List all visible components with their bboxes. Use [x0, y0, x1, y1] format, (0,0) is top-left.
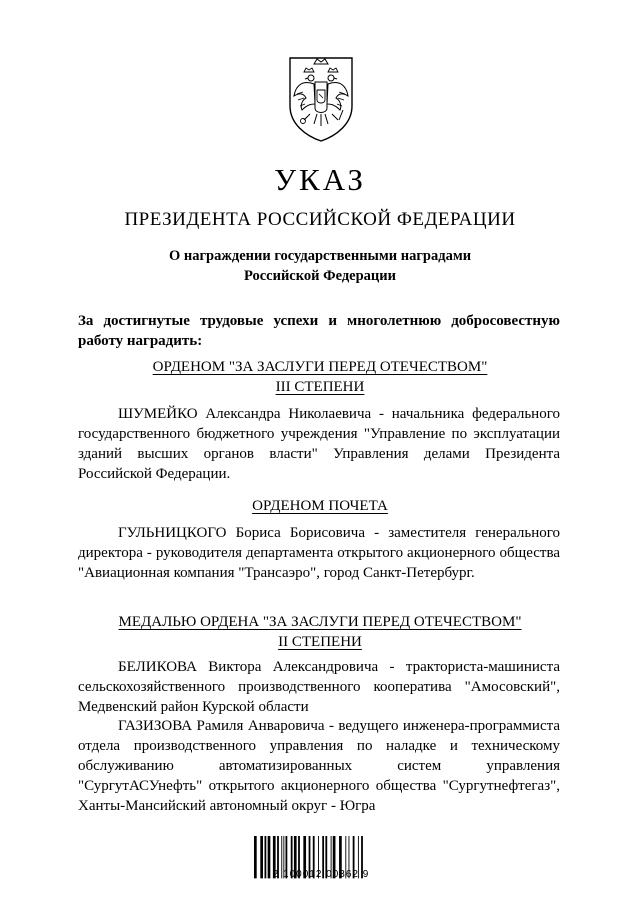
intro-paragraph: За достигнутые трудовые успехи и многолетнюю добросовестную работу наградить: — [78, 313, 560, 349]
award-heading-3 — [0, 612, 640, 652]
decree-title: УКАЗ — [274, 162, 366, 197]
decree-issuer: ПРЕЗИДЕНТА РОССИЙСКОЙ ФЕДЕРАЦИИ — [124, 209, 516, 230]
recipient-paragraph: ГУЛЬНИЦКОГО Бориса Борисовича - заместителя генерального директора - руководителя департамента открытого акционерного общества "Авиационная компания "Трансаэро", город Санкт-Петербург. — [78, 525, 560, 581]
barcode-number: 2 100012 00362 9 — [272, 869, 370, 880]
coat-of-arms-icon — [284, 52, 358, 144]
award-heading-2-line-1: ОРДЕНОМ ПОЧЕТА — [252, 498, 388, 514]
award-heading-1-line-2: III СТЕПЕНИ — [275, 379, 365, 395]
recipient-paragraph: ШУМЕЙКО Александра Николаевича - начальника федерального государственного бюджетного учреждения "Управление по эксплуатации зданий высших органов власти" Управления делами Президента Российской Федерации. — [78, 406, 560, 482]
award-heading-1-line-1: ОРДЕНОМ "ЗА ЗАСЛУГИ ПЕРЕД ОТЕЧЕСТВОМ" — [152, 359, 488, 375]
award-heading-2 — [0, 496, 640, 516]
decree-subject — [0, 246, 640, 286]
award-heading-3-line-1: МЕДАЛЬЮ ОРДЕНА "ЗА ЗАСЛУГИ ПЕРЕД ОТЕЧЕСТВОМ" — [118, 614, 522, 630]
award-heading-1 — [0, 357, 640, 397]
recipient-paragraph: ГАЗИЗОВА Рамиля Анваровича - ведущего инженера-программиста отдела производственного управления по наладке и техническому обслуживанию автоматизированных систем управления "СургутАСУнефть" открытого акционерного общества "Сургутнефтегаз", Ханты-Мансийский автономный округ - Югра — [78, 718, 560, 814]
award-heading-3-line-2: II СТЕПЕНИ — [278, 634, 362, 650]
decree-subject-line-2: Российской Федерации — [243, 268, 396, 284]
decree-subject-line-1: О награждении государственными наградами — [168, 248, 472, 264]
recipient-paragraph: БЕЛИКОВА Виктора Александровича - тракториста-машиниста сельскохозяйственного производственного кооператива "Амосовский", Медвенский район Курской области — [78, 659, 560, 715]
